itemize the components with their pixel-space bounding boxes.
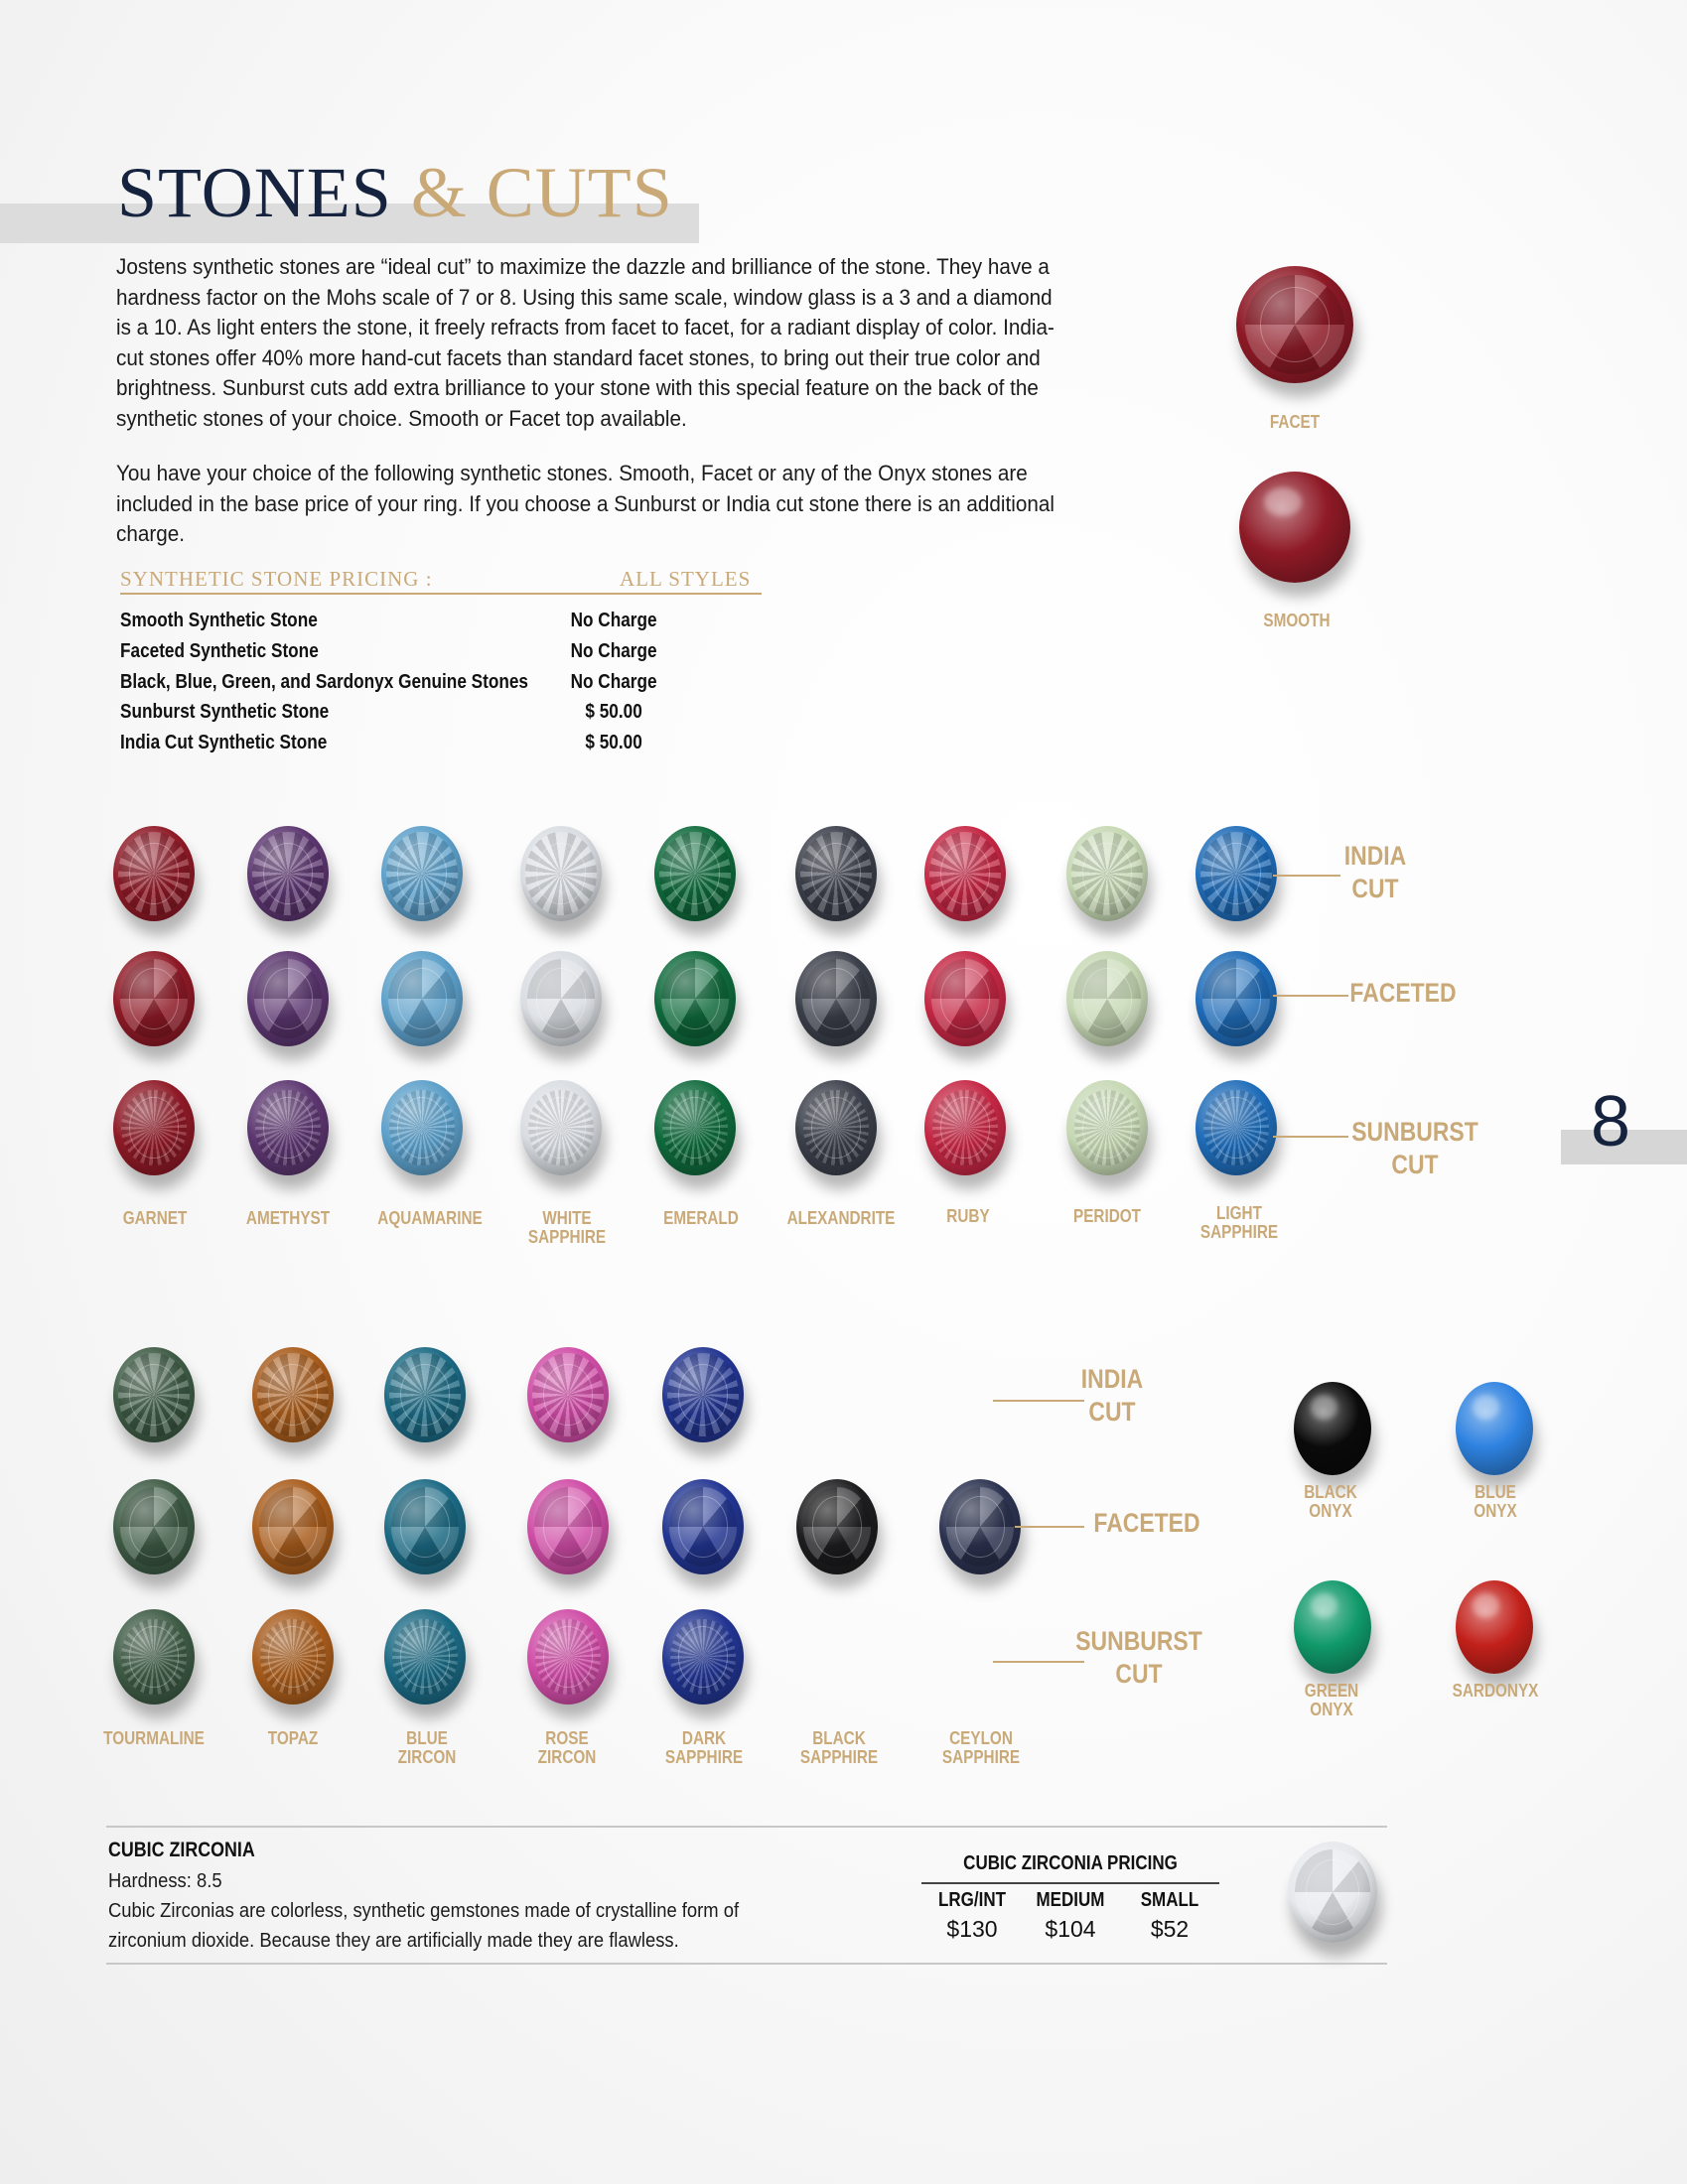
- amethyst-faceted-stone: [247, 951, 329, 1046]
- garnet-faceted-stone: [113, 951, 195, 1046]
- smooth-sample-label: SMOOTH: [1263, 611, 1331, 630]
- sunburst-leader: [1273, 1136, 1348, 1138]
- emerald-faceted-stone: [654, 951, 736, 1046]
- tourmaline-india-cut-stone: [113, 1347, 195, 1442]
- alexandrite-sunburst-stone: [795, 1080, 877, 1175]
- blue_zircon-faceted-stone: [384, 1479, 466, 1574]
- blue-onyx-label: BLUE ONYX: [1474, 1482, 1517, 1521]
- amethyst-sunburst-stone: [247, 1080, 329, 1175]
- aquamarine-label: AQUAMARINE: [377, 1208, 483, 1228]
- sunburst-label: SUNBURST CUT: [1351, 1117, 1478, 1179]
- smooth-sample-stone: [1239, 472, 1350, 583]
- sunburst-label-2: SUNBURST CUT: [1075, 1626, 1202, 1689]
- cz-size-label: LRG/INT: [938, 1889, 1006, 1911]
- ruby-label: RUBY: [946, 1206, 990, 1226]
- garnet-label: GARNET: [122, 1208, 188, 1228]
- ruby-sunburst-stone: [924, 1080, 1006, 1175]
- alexandrite-india-cut-stone: [795, 826, 877, 921]
- cz-title: CUBIC ZIRCONIA: [108, 1839, 255, 1861]
- garnet-sunburst-stone: [113, 1080, 195, 1175]
- peridot-sunburst-stone: [1066, 1080, 1148, 1175]
- cz-description-line1: Cubic Zirconias are colorless, synthetic gemstones made of crystalline form of: [108, 1900, 740, 1922]
- pricing-row: Black, Blue, Green, and Sardonyx Genuine Stones No Charge: [120, 671, 657, 693]
- alexandrite-faceted-stone: [795, 951, 877, 1046]
- facet-sample-stone: [1236, 266, 1353, 383]
- rose_zircon-faceted-stone: [527, 1479, 609, 1574]
- rose_zircon-sunburst-stone: [527, 1609, 609, 1705]
- cz-hardness: Hardness: 8.5: [108, 1870, 222, 1892]
- pricing-row: India Cut Synthetic Stone $ 50.00: [120, 732, 642, 753]
- cz-price-medium: [1021, 1889, 1120, 1943]
- topaz-faceted-stone: [252, 1479, 334, 1574]
- rose_zircon-india-cut-stone: [527, 1347, 609, 1442]
- pricing-heading: SYNTHETIC STONE PRICING :: [120, 567, 433, 591]
- pricing-row: Faceted Synthetic Stone No Charge: [120, 640, 657, 662]
- amethyst-india-cut-stone: [247, 826, 329, 921]
- cz-size-label: SMALL: [1140, 1889, 1199, 1911]
- cz-price: $52: [1150, 1916, 1190, 1942]
- cz-price: $104: [1045, 1916, 1096, 1942]
- cz-stone: [1288, 1842, 1377, 1943]
- pricing-column-heading: ALL STYLES: [620, 567, 752, 591]
- cz-description-line2: zirconium dioxide. Because they are artificially made they are flawless.: [108, 1930, 679, 1952]
- blue-zircon-label: BLUE ZIRCON: [397, 1728, 457, 1767]
- faceted-label: FACETED: [1349, 978, 1457, 1008]
- white-sapphire-label: WHITE SAPPHIRE: [527, 1208, 607, 1247]
- topaz-label: TOPAZ: [267, 1728, 319, 1748]
- cz-price: $130: [946, 1916, 998, 1942]
- sardonyx-stone: [1456, 1580, 1533, 1674]
- cz-price-large: [922, 1889, 1022, 1943]
- light_sapphire-faceted-stone: [1195, 951, 1277, 1046]
- dark_sapphire-sunburst-stone: [662, 1609, 744, 1705]
- cz-price-small: [1120, 1889, 1219, 1943]
- white_sapphire-sunburst-stone: [520, 1080, 602, 1175]
- ceylon-sapphire-label: CEYLON SAPPHIRE: [941, 1728, 1021, 1767]
- choice-paragraph: You have your choice of the following synthetic stones. Smooth, Facet or any of the Onyx stones are included in the base price of your ring. If you choose a Sunburst or India cut stone there is an additional charge.: [116, 461, 1054, 546]
- aquamarine-sunburst-stone: [381, 1080, 463, 1175]
- black-onyx-label: BLACK ONYX: [1304, 1482, 1357, 1521]
- dark_sapphire-india-cut-stone: [662, 1347, 744, 1442]
- alexandrite-label: ALEXANDRITE: [786, 1208, 896, 1228]
- white_sapphire-faceted-stone: [520, 951, 602, 1046]
- green-onyx-label: GREEN ONYX: [1304, 1681, 1359, 1719]
- dark_sapphire-faceted-stone: [662, 1479, 744, 1574]
- peridot-faceted-stone: [1066, 951, 1148, 1046]
- page-title: STONES & CUTS: [117, 153, 673, 232]
- cz-top-rule: [106, 1826, 1387, 1828]
- light-sapphire-label: LIGHT SAPPHIRE: [1199, 1203, 1279, 1242]
- india-cut-label: INDIA CUT: [1343, 841, 1407, 903]
- blue_zircon-sunburst-stone: [384, 1609, 466, 1705]
- sardonyx-label: SARDONYX: [1452, 1681, 1539, 1701]
- dark-sapphire-label: DARK SAPPHIRE: [664, 1728, 744, 1767]
- amethyst-label: AMETHYST: [245, 1208, 331, 1228]
- facet-sample-label: FACET: [1269, 412, 1321, 432]
- rose-zircon-label: ROSE ZIRCON: [537, 1728, 597, 1767]
- pricing-table-header: [120, 567, 762, 595]
- white_sapphire-india-cut-stone: [520, 826, 602, 921]
- tourmaline-label: TOURMALINE: [103, 1728, 205, 1748]
- light_sapphire-india-cut-stone: [1195, 826, 1277, 921]
- page-number: 8: [1590, 1082, 1631, 1161]
- blue-onyx-stone: [1456, 1382, 1533, 1475]
- cz-size-label: MEDIUM: [1036, 1889, 1105, 1911]
- intro-paragraph: Jostens synthetic stones are “ideal cut” to maximize the dazzle and brilliance of the stone. They have a hardness factor on the Mohs scale of 7 or 8. Using this same scale, window glass is a 3 and a diamond is a 10. As light enters the stone, it freely refracts from facet to facet, for a radiant display of color. India-cut stones offer 40% more hand-cut facets than standard facet stones, to bring out their true color and brightness. Sunburst cuts add extra brilliance to your stone with this special feature on the back of the synthetic stones of your choice. Smooth or Facet top available.: [116, 254, 1054, 431]
- aquamarine-faceted-stone: [381, 951, 463, 1046]
- emerald-label: EMERALD: [663, 1208, 739, 1228]
- ceylon_sapphire-faceted-stone: [939, 1479, 1021, 1574]
- black_sapphire-faceted-stone: [796, 1479, 878, 1574]
- emerald-sunburst-stone: [654, 1080, 736, 1175]
- cz-bottom-rule: [106, 1963, 1387, 1965]
- garnet-india-cut-stone: [113, 826, 195, 921]
- cz-pricing-rule: [921, 1882, 1219, 1884]
- topaz-sunburst-stone: [252, 1609, 334, 1705]
- cz-pricing-title: CUBIC ZIRCONIA PRICING: [963, 1852, 1178, 1874]
- aquamarine-india-cut-stone: [381, 826, 463, 921]
- faceted-label-2: FACETED: [1093, 1508, 1200, 1538]
- tourmaline-faceted-stone: [113, 1479, 195, 1574]
- india-cut-label-2: INDIA CUT: [1080, 1364, 1144, 1427]
- peridot-india-cut-stone: [1066, 826, 1148, 921]
- ruby-faceted-stone: [924, 951, 1006, 1046]
- blue_zircon-india-cut-stone: [384, 1347, 466, 1442]
- pricing-row: Smooth Synthetic Stone No Charge: [120, 610, 657, 631]
- peridot-label: PERIDOT: [1072, 1206, 1141, 1226]
- pricing-row: Sunburst Synthetic Stone $ 50.00: [120, 701, 642, 723]
- black-onyx-stone: [1294, 1382, 1371, 1475]
- green-onyx-stone: [1294, 1580, 1371, 1674]
- topaz-india-cut-stone: [252, 1347, 334, 1442]
- black-sapphire-label: BLACK SAPPHIRE: [799, 1728, 879, 1767]
- tourmaline-sunburst-stone: [113, 1609, 195, 1705]
- emerald-india-cut-stone: [654, 826, 736, 921]
- light_sapphire-sunburst-stone: [1195, 1080, 1277, 1175]
- ruby-india-cut-stone: [924, 826, 1006, 921]
